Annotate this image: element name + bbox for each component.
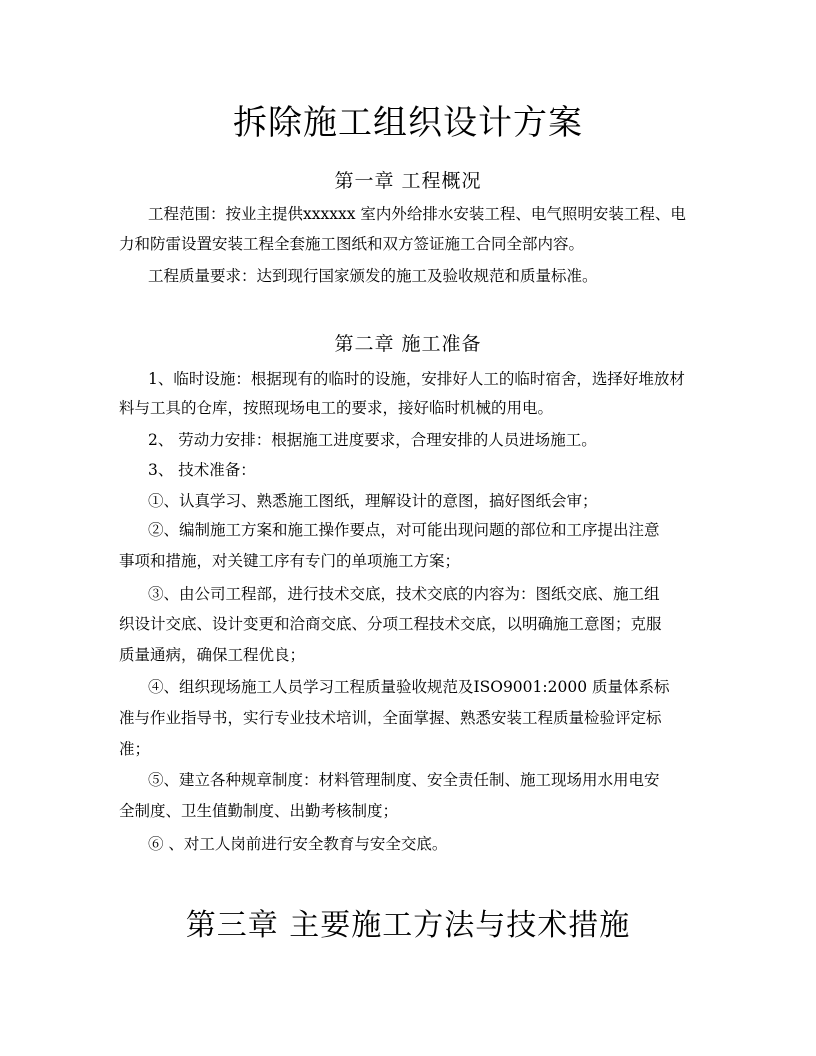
paragraph-line: 全制度、卫生值勤制度、出勤考核制度； — [119, 802, 399, 820]
paragraph-line: 1、临时设施：根据现有的临时的设施，安排好人工的临时宿舍，选择好堆放材 — [148, 370, 685, 388]
paragraph-line: ⑤、建立各种规章制度：材料管理制度、安全责任制、施工现场用水用电安 — [148, 771, 660, 789]
chapter-3-heading: 第三章 主要施工方法与技术措施 — [185, 908, 631, 943]
paragraph-line: 料与工具的仓库，按照现场电工的要求，接好临时机械的用电。 — [119, 399, 554, 417]
paragraph-line: ⑥ 、对工人岗前进行安全教育与安全交底。 — [148, 835, 448, 853]
chapter-1-heading: 第一章 工程概况 — [334, 170, 482, 192]
paragraph-line: 工程质量要求：达到现行国家颁发的施工及验收规范和质量标准。 — [148, 267, 598, 285]
paragraph-line: 力和防雷设置安装工程全套施工图纸和双方签证施工合同全部内容。 — [119, 235, 585, 253]
paragraph-line: 准； — [119, 740, 151, 758]
paragraph-line: ①、认真学习、熟悉施工图纸，理解设计的意图，搞好图纸会审； — [148, 492, 598, 510]
paragraph-line: 2、 劳动力安排：根据施工进度要求，合理安排的人员进场施工。 — [148, 431, 597, 449]
paragraph-line: 事项和措施，对关键工序有专门的单项施工方案； — [119, 552, 461, 570]
chapter-2-heading: 第二章 施工准备 — [334, 333, 482, 355]
paragraph-line: 工程范围：按业主提供xxxxxx 室内外给排水安装工程、电气照明安装工程、电 — [148, 205, 686, 223]
paragraph-line: 准与作业指导书，实行专业技术培训，全面掌握、熟悉安装工程质量检验评定标 — [119, 709, 662, 727]
paragraph-line: ④、组织现场施工人员学习工程质量验收规范及ISO9001:2000 质量体系标 — [148, 678, 670, 696]
document-title: 拆除施工组织设计方案 — [233, 103, 583, 143]
paragraph-line: 织设计交底、设计变更和洽商交底、分项工程技术交底，以明确施工意图；克服 — [119, 615, 662, 633]
paragraph-line: 质量通病，确保工程优良； — [119, 646, 306, 664]
paragraph-line: 3、 技术准备： — [148, 461, 256, 479]
paragraph-line: ③、由公司工程部，进行技术交底，技术交底的内容为：图纸交底、施工组 — [148, 585, 660, 603]
paragraph-line: ②、编制施工方案和施工操作要点，对可能出现问题的部位和工序提出注意 — [148, 521, 660, 539]
